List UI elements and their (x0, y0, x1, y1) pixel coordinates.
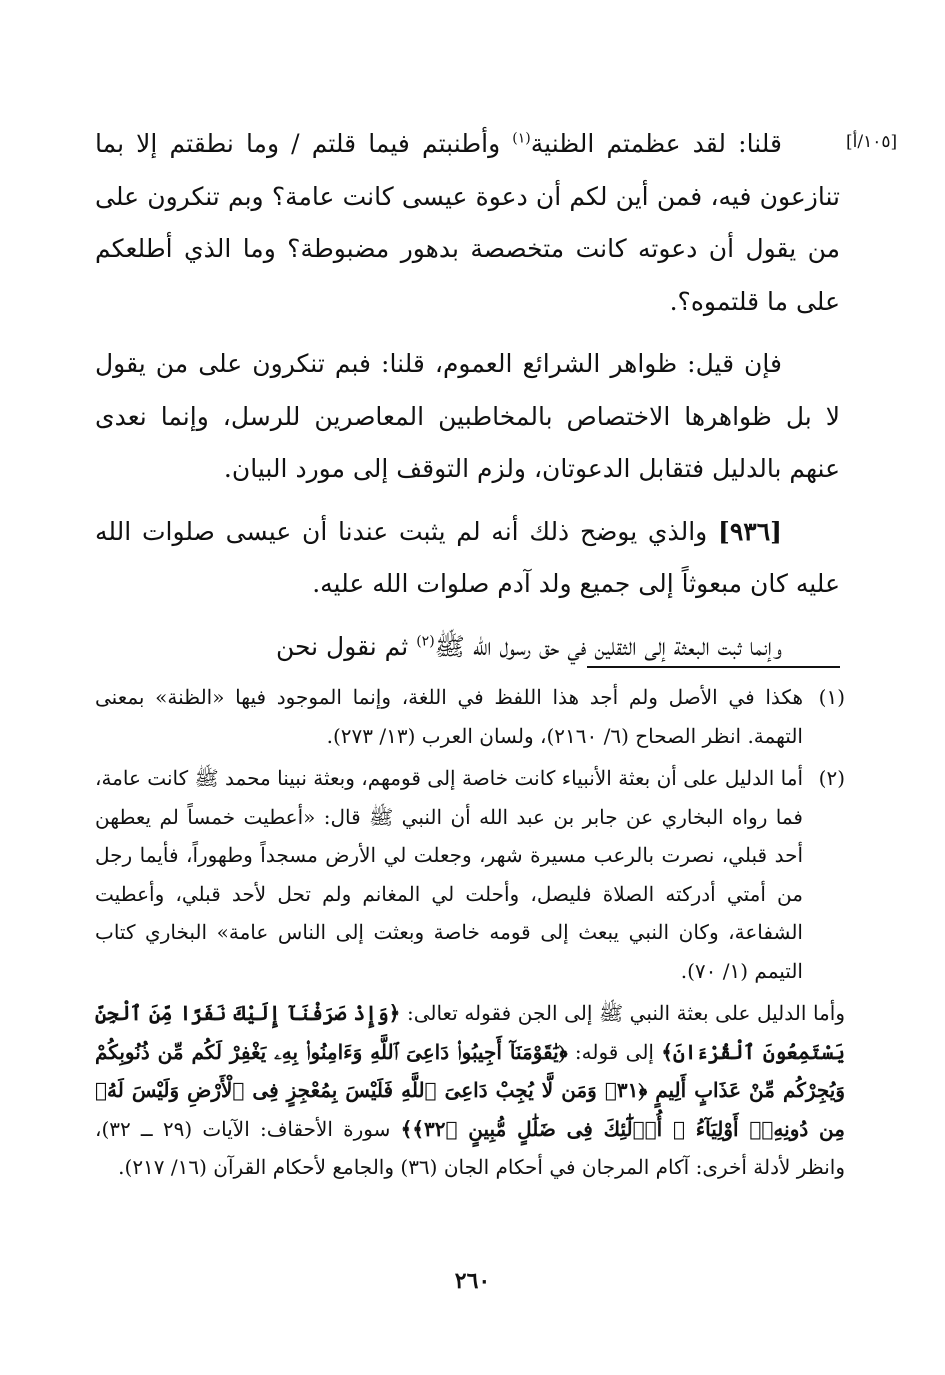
footnote-2-cont-tail: سورة الأحقاف: الآيات (٢٩ ــ ٣٢)، وانظر لأدلة أخرى: آكام المرجان في أحكام الجان (٣٦) والجامع لأحكام القرآن (١٦/ ٢١٧). (95, 1116, 845, 1179)
main-paragraph-2: فإن قيل: ظواهر الشرائع العموم، قلنا: فبم تنكرون على من يقول لا بل ظواهرها الاختصاص بالمخاطبين المعاصرين للرسل، وإنما نعدى عنهم بالدليل فتقابل الدعوتان، ولزم التوقف إلى مورد البيان. (95, 349, 840, 483)
main-paragraph-3-text: والذي يوضح ذلك أنه لم يثبت عندنا أن عيسى صلوات الله عليه كان مبعوثاً إلى جميع ولد آدم صلوات الله عليه. (95, 516, 840, 598)
footnote-marker-1: (١) (512, 130, 531, 147)
manuscript-folio-reference: [١٠٥/أ] (846, 132, 898, 152)
main-paragraph-1-part-b: وأطنبتم فيما قلتم / وما نطقتم إلا بما تنازعون فيه، فمن أين لكم أن دعوة عيسى كانت عامة؟ وبم تنكرون على من يقول أن دعوته كانت متخصصة بدهور مضبوطة؟ وما الذي أطلعكم على ما قلتموه؟. (95, 129, 840, 316)
page-number: ٢٦٠ (454, 1268, 491, 1294)
footnote-1-mark: (١) (818, 685, 845, 709)
quran-verse-1: ﴿وَإِذْ صَرَفْنَآ إِلَيْكَ نَفَرًا مِّنَ ٱلْجِنِّ يَسْتَمِعُونَ ٱلْقُرْءَانَ﴾ (95, 1001, 845, 1064)
main-paragraph-4-part-b: ثم نقول نحن (275, 631, 417, 661)
main-paragraph-4-part-a: وإنما ثبت البعثة إلى الثقلين في حق رسول الله ﷺ (434, 631, 782, 661)
footnote-1 (95, 678, 845, 755)
footnote-2-cont-mid: إلى قوله: (567, 1039, 662, 1064)
footnote-2-cont-intro: وأما الدليل على بعثة النبي ﷺ إلى الجن فقوله تعالى: (400, 1001, 845, 1025)
footnote-2-text: أما الدليل على أن بعثة الأنبياء كانت خاصة إلى قومهم، وبعثة نبينا محمد ﷺ كانت عامة، فما رواه البخاري عن جابر بن عبد الله أن النبي ﷺ قال: «أعطيت خمساً لم يعطهن أحد قبلي، نصرت بالرعب مسيرة شهر، وجعلت لي الأرض مسجداً وطهوراً، فأيما رجل من أمتي أدركته الصلاة فليصل، وأحلت لي المغانم ولم تحل لأحد قبلي، وأعطيت الشفاعة، وكان النبي يبعث إلى قومه خاصة وبعثت إلى الناس عامة» البخاري كتاب التيمم (١/ ٧٠). (95, 766, 803, 983)
footnote-2-continuation (95, 994, 845, 1187)
main-paragraph-1-part-a: قلنا: لقد عظمتم الظنية (530, 129, 782, 158)
footnote-marker-2: (٢) (416, 633, 435, 650)
footnote-separator (587, 666, 840, 668)
footnote-2-mark: (٢) (818, 766, 845, 790)
footnote-2 (95, 759, 845, 990)
quran-verse-2: ﴿يَٰقَوْمَنَآ أَجِيبُوا۟ دَاعِىَ ٱللَّهِ وَءَامِنُوا۟ بِهِۦ يَغْفِرْ لَكُم مِّن ذُنُوبِكُمْ وَيُجِرْكُم مِّنْ عَذَابٍ أَلِيمٍ ﴿٣١﴾ وَمَن لَّا يُجِبْ دَاعِىَ ٱللَّهِ فَلَيْسَ بِمُعْجِزٍ فِى ٱلْأَرْضِ وَلَيْسَ لَهُۥ مِن دُونِهِۦٓ أَوْلِيَآءُ ۚ أُو۟لَٰٓئِكَ فِى ضَلَٰلٍ مُّبِينٍ ﴿٣٢﴾﴾ (95, 1039, 846, 1141)
main-paragraph-1 (95, 118, 840, 328)
paragraph-number: [٩٣٦] (718, 516, 782, 546)
main-paragraph-3 (95, 506, 840, 611)
footnote-1-text: هكذا في الأصل ولم أجد هذا اللفظ في اللغة، وإنما الموجود فيها «الظنة» بمعنى التهمة. انظر الصحاح (٦/ ٢١٦٠)، ولسان العرب (١٣/ ٢٧٣). (95, 685, 803, 748)
main-text (95, 118, 840, 673)
footnotes (95, 678, 845, 1191)
